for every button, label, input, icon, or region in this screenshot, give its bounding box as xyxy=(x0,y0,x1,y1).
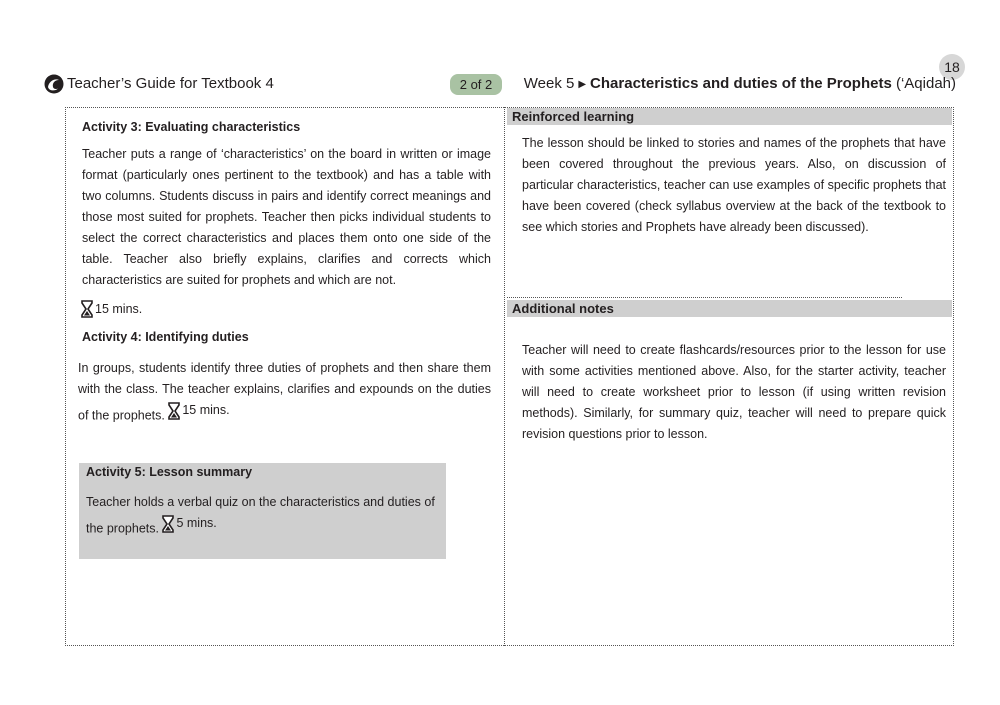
topic-subject: (‘Aqidah) xyxy=(895,75,956,92)
topic-title: Characteristics and duties of the Prophets xyxy=(590,75,892,92)
activity5-title: Activity 5: Lesson summary xyxy=(86,465,253,479)
week-topic-title xyxy=(524,75,956,92)
activity4-title: Activity 4: Identifying duties xyxy=(82,330,249,344)
triangle-right-icon: ▶ xyxy=(578,79,587,90)
reinforced-learning-text: The lesson should be linked to stories and names of the prophets that have been covered throughout the previous years. Also, on discussion of particular characteristics, teacher can use examples of specific prophets that have been covered (check syllabus overview at the back of the textbook to see which stories and Prophets have already been discussed). xyxy=(522,136,946,234)
column-divider xyxy=(504,107,505,646)
activity4-text-block xyxy=(78,358,491,427)
page-indicator: 2 of 2 xyxy=(450,74,502,95)
guide-title: Teacher’s Guide for Textbook 4 xyxy=(67,75,274,92)
activity5-text-block xyxy=(86,492,441,540)
reinforced-learning-header: Reinforced learning xyxy=(507,108,952,125)
activity3-time: 15 mins. xyxy=(95,302,143,316)
activity5-box xyxy=(79,463,446,559)
additional-notes-text: Teacher will need to create flashcards/resources prior to the lesson for use with some activities mentioned above. Also, for the starter activity, teacher will need to create worksheet prior to lesson (if using written revision methods). Similarly, for summary quiz, teacher will need to prepare quick revision questions prior to lesson. xyxy=(522,343,946,441)
activity5-text: Teacher holds a verbal quiz on the characteristics and duties of the prophets. xyxy=(86,495,435,536)
hourglass-icon xyxy=(81,300,93,318)
activity4-time: 15 mins. xyxy=(182,403,230,417)
activity4-text: In groups, students identify three duties of prophets and then share them with the class. The teacher explains, clarifies and expounds on the duties of the prophets. xyxy=(78,361,491,423)
hourglass-icon xyxy=(162,515,174,533)
section-separator xyxy=(507,297,902,298)
activity3-title: Activity 3: Evaluating characteristics xyxy=(82,120,301,134)
page-number: 18 xyxy=(939,54,965,80)
logo-icon xyxy=(44,74,64,94)
activity3-text: Teacher puts a range of ‘characteristics’ on the board in written or image format (particularly ones pertinent to the textbook) and has a table with two columns. Students discuss in pairs and identify correct meanings and those most suited for prophets. Teacher then picks individual students to select the correct characteristics and places them onto one side of the table. Teacher also briefly explains, clarifies and corrects which characteristics are suited for prophets and which are not. xyxy=(82,147,491,287)
activity5-time: 5 mins. xyxy=(176,516,217,530)
additional-notes-header: Additional notes xyxy=(507,300,952,317)
header xyxy=(44,74,956,98)
left-column xyxy=(78,120,491,427)
week-label: Week 5 xyxy=(523,75,575,92)
activity3-timer xyxy=(81,300,491,321)
hourglass-icon xyxy=(168,402,180,420)
